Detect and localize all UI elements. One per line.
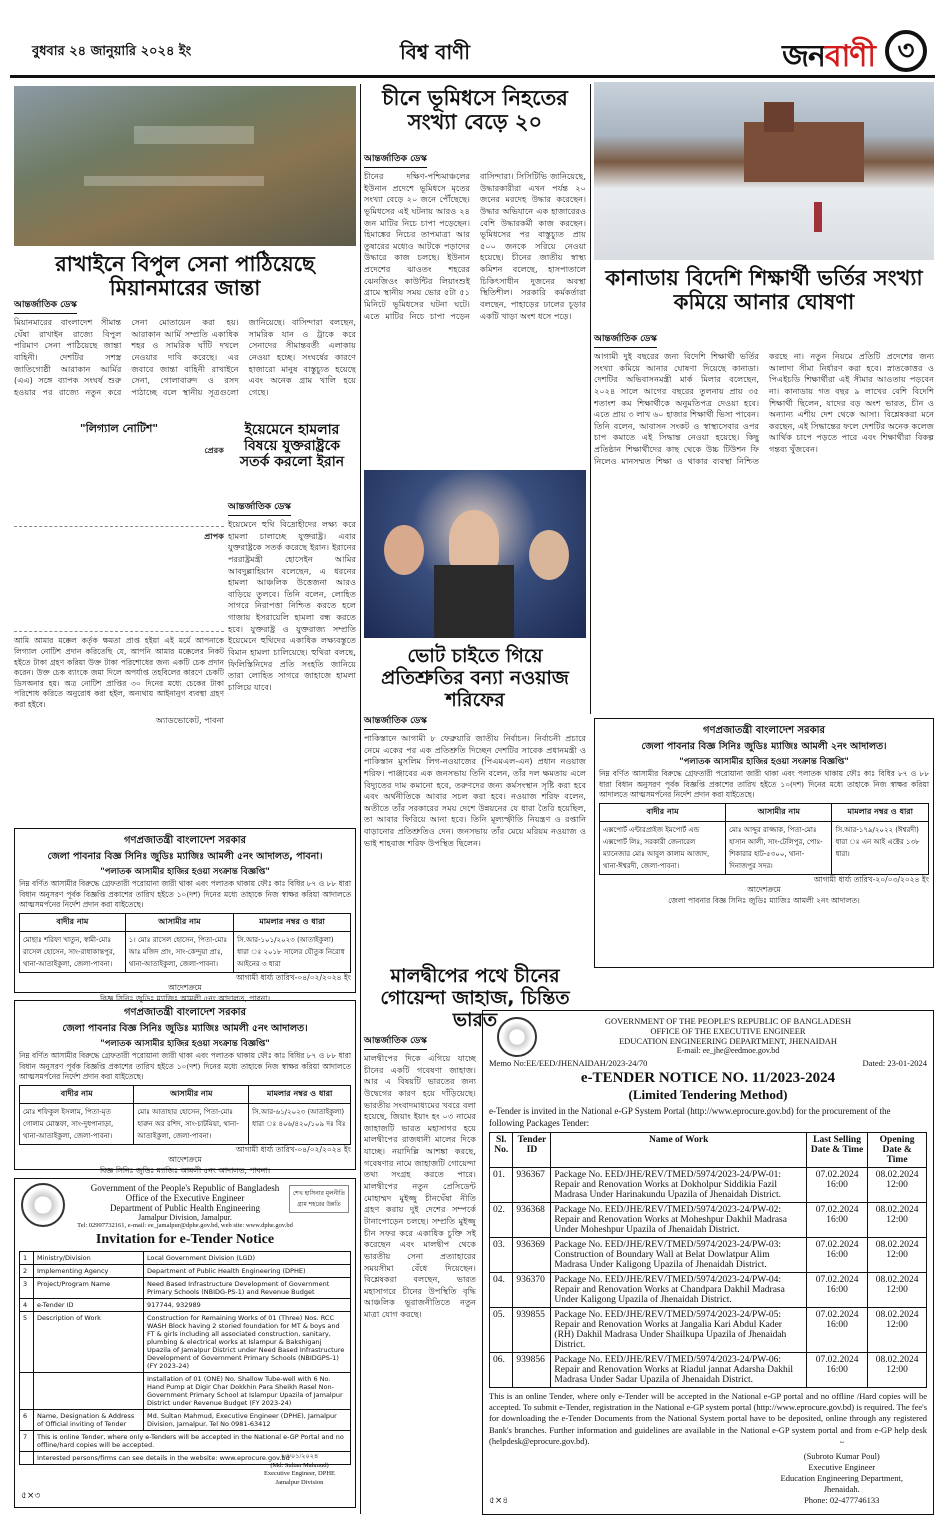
- edu-cell-id: 936370: [513, 1273, 551, 1308]
- dphe-signature-block: [264, 1453, 335, 1487]
- edu-cell-sell: 07.02.2024 16:00: [806, 1353, 867, 1388]
- legal-notice-title: "লিগ্যাল নোটিশ": [79, 422, 159, 435]
- edu-signer-dept: Education Engineering Department,: [780, 1472, 903, 1483]
- canada-body: আগামী দুই বছরের জন্য বিদেশি শিক্ষার্থী ভর্তির সংখ্যা কমিয়ে আনার ঘোষণা দিয়েছে কানাডা। দেশটির অভিবাসনমন্ত্রী মার্ক মিলার বলেছেন, ২০২৪ সালে আগের বছরের তুলনায় প্রায় ৩৫ শতাংশ কম শিক্ষার্থীকে অনুমতিপত্র দেওয়া হবে। এতে প্রায় ৩ লাখ ৬০ হাজার শিক্ষার্থী ভিসা পাবেন। তিনি বলেন, আবাসন সংকট ও স্বাস্থ্যসেবার ওপর চাপ কমাতে এই সিদ্ধান্ত নেওয়া হয়েছে। কিছু প্রতিষ্ঠান শিক্ষার্থীদের কাছ থেকে উচ্চ টিউশন ফি নিলেও মানসম্মত শিক্ষা ও থাকার ব্যবস্থা নিশ্চিত করছে না। নতুন নিয়মে প্রতিটি প্রদেশের জন্য আলাদা সীমা নির্ধারণ করা হবে। স্নাতকোত্তর ও পিএইচডি শিক্ষার্থীরা এই সীমার আওতায় পড়বেন না। কানাডায় গত বছর ৯ লাখের বেশি বিদেশি শিক্ষার্থী ছিলেন, যাদের বড় অংশ ভারত, চীন ও অন্যান্য এশীয় দেশ থেকে আসা। বিশ্লেষকরা মনে করছেন, এই সিদ্ধান্তের ফলে দেশটির অনেক কলেজ আর্থিক চাপে পড়তে পারে এবং শিক্ষার্থীরা বিকল্প গন্তব্য খুঁজবেন।: [594, 351, 934, 466]
- newspaper-logo: [782, 32, 875, 83]
- dphe-table-row: [20, 1373, 351, 1410]
- nawaz-headline: ভোট চাইতে গিয়ে প্রতিশ্রুতির বন্যা নওয়াজ শরিফের: [381, 645, 569, 711]
- dphe-signer-title: Executive Engineer, DPHE: [263, 1470, 335, 1478]
- court2-footer: বিজ্ঞ সিনিঃ জুডিঃ ম্যাজিঃ আমলী ৫নং আদালত, পাবনা।: [99, 1165, 271, 1175]
- edu-cell-open: 08.02.2024 12:00: [868, 1353, 927, 1388]
- court3-accused: মোঃ আব্দুর রাজ্জাক, পিতা-মোঃ হাসান আলী, সাং-টেলিপুর, পোঃ-শিকারার হাট-৫৩০০, থানা-দিনাজপুর সদর।: [726, 821, 832, 874]
- court2-gov: গণপ্রজাতন্ত্রী বাংলাদেশ সরকার: [124, 1007, 246, 1018]
- edu-intro: e-Tender is invited in the National e-GP System Portal (http://www.eprocure.gov.bd) for the procurement of the following Packages Tender:: [489, 1106, 891, 1128]
- dphe-gov: Government of the People's Republic of Bangladesh: [90, 1183, 280, 1193]
- dphe-value: Need Based Infrastructure Development of Government Primary Schools (NBIDG-PS-1) and Revenue Budget: [144, 1278, 351, 1299]
- dphe-sl: 2: [20, 1265, 34, 1278]
- court-notice-2: [14, 1000, 356, 1175]
- dphe-folio: ৫×৩: [21, 1491, 41, 1501]
- edu-table-row: [490, 1203, 927, 1238]
- dphe-sl: [20, 1452, 34, 1465]
- dphe-tender-notice: [14, 1178, 356, 1508]
- dphe-table-row: [20, 1431, 351, 1452]
- court3-court: জেলা পাবনার বিজ্ঞ সিনিঃ জুডিঃ ম্যাজিঃ আমলী ২নং আদালত।: [641, 741, 887, 752]
- dphe-dept: Department of Public Health Engineering: [110, 1203, 260, 1213]
- court1-date: আগামী ধার্য্য তারিখ-০৪/০২/২০২৪ ইং: [235, 972, 351, 982]
- iran-article: [228, 494, 356, 814]
- court3-by-order: আদেশক্রমে: [747, 885, 781, 895]
- signature-icon: ~: [839, 1436, 845, 1447]
- dphe-table-row: [20, 1410, 351, 1431]
- china-body: চীনের দক্ষিণ-পশ্চিমাঞ্চলের ইউনান প্রদেশে ভূমিধসে মৃতের সংখ্যা বেড়ে ২০ জনে পৌঁছেছে। ভূমিধসের এই ঘটনায় আরও ২৪ জন মাটির নিচে চাপা পড়েছেন। হিমাঙ্কের নিচের তাপমাত্রা আর তুষারের মধ্যেও আটকে পড়াদের উদ্ধারে কাজ চলছে। ইউনান প্রদেশের ঝাওতং শহরের ঝেনজিওং কাউন্টির লিয়াংশুই গ্রামে স্থানীয় সময় ভোর ৫টা ৫১ মিনিটে ভূমিধসের ঘটনা ঘটে। এতে মাটির নিচে চাপা পড়েন বাসিন্দারা। সিসিটিভি জানিয়েছে, উদ্ধারকারীরা এখন পর্যন্ত ২০ জনের মরদেহ উদ্ধার করেছেন। উদ্ধার অভিযানে এক হাজারেরও বেশি উদ্ধারকর্মী কাজ করছেন। ভূমিধসের পর বাস্তুচ্যুত প্রায় ৫০০ জনকে সরিয়ে নেওয়া হয়েছে। চীনের জাতীয় স্বাস্থ্য কমিশন বলেছে, হাসপাতালে চিকিৎসাধীন দুজনের অবস্থা স্থিতিশীল। সরকারি কর্মকর্তারা বলছেন, পাহাড়ের ঢালের চূড়ার একটি খাড়া অংশ ধসে পড়ে।: [364, 171, 586, 321]
- legal-notice: [14, 420, 224, 800]
- edu-dept: EDUCATION ENGINEERING DEPARTMENT, JHENAIDAH: [618, 1036, 838, 1046]
- logo-part1: জন: [782, 39, 825, 74]
- maldives-headline: মালদ্বীপের পথে চীনের গোয়েন্দা জাহাজ, চিন্তিত ভারত: [380, 965, 570, 1031]
- dphe-division: Jamalpur Division, Jamalpur.: [138, 1213, 232, 1222]
- edu-signer-place: Jhenaidah.: [823, 1483, 860, 1494]
- edu-cell-open: 08.02.2024 12:00: [868, 1168, 927, 1203]
- dphe-sl: 1: [20, 1252, 34, 1265]
- edu-tender-table: [489, 1132, 927, 1388]
- column-rule: [360, 84, 361, 1514]
- canada-headline: কানাডায় বিদেশি শিক্ষার্থী ভর্তির সংখ্যা কমিয়ে আনার ঘোষণা: [605, 266, 923, 315]
- edu-folio: ৫×৪: [489, 1496, 509, 1506]
- court2-accused: মোঃ আতাহার হোসেন, পিতা-মোঃ হারুন অর রশিদ, সাং-চাটমিয়া, থানা-আতাইকুলা, জেলা-পাবনা।: [134, 1103, 249, 1144]
- edu-col-header: Name of Work: [551, 1133, 807, 1168]
- dphe-sl: 5: [20, 1312, 34, 1373]
- dphe-value: Construction for Remaining Works of 01 (Three) Nos. RCC WASH Block having 2 storied foundation for MT & boys and FT & girls including all associated construction, sanitary, plumbing & electrical works at Islampur & Bakshiganj Upazila of Jamalpur District under Need Based Infrastructure Development of Government Primary Schools (NBIDGPS-1) (FY 2023-24): [144, 1312, 351, 1373]
- china-headline: চীনে ভূমিধসে নিহতের সংখ্যা বেড়ে ২০: [382, 86, 568, 135]
- edu-cell-id: 936368: [513, 1203, 551, 1238]
- legal-notice-sender-block: [14, 457, 224, 527]
- court2-date: আগামী ধার্য্য তারিখ-০৪/০২/২০২৪ ইং: [235, 1144, 351, 1154]
- court3-col-case: মামলার নম্বর ও ধারা: [832, 803, 929, 821]
- edu-cell-sl: 01.: [490, 1168, 513, 1203]
- dphe-side-note: শেখ হাসিনার মূলনীতি গ্রাম শহরের উন্নতি: [289, 1185, 349, 1213]
- court2-case: সি.আর-৬১/২০২৩ (আতাইকুলা) ধারা ঃ ৪০৬/৪২০/১০৯ দঃ বিঃ: [249, 1103, 351, 1144]
- edu-col-header: Opening Date & Time: [868, 1133, 927, 1168]
- nawaz-rally-photo: [364, 470, 586, 638]
- court1-accused: ১। মোঃ রাসেল হোসেন, পিতা-মোঃ আঃ মজিদ প্রাং, সাং-কেন্দুয়া প্রাঃ, থানা-আতাইকুলা, জেলা-পাবনা।: [125, 931, 233, 972]
- edu-signer-name: (Subroto Kumar Poul): [803, 1450, 880, 1461]
- edu-office: OFFICE OF THE EXECUTIVE ENGINEER: [650, 1026, 806, 1036]
- edu-cell-id: 936367: [513, 1168, 551, 1203]
- edu-cell-sell: 07.02.2024 16:00: [806, 1168, 867, 1203]
- court1-col-plaintiff: বাদীর নাম: [20, 913, 126, 931]
- myanmar-photo: [14, 86, 356, 246]
- nawaz-article: [364, 708, 586, 958]
- edu-cell-id: 936369: [513, 1238, 551, 1273]
- edu-cell-sl: 02.: [490, 1203, 513, 1238]
- edu-cell-sl: 06.: [490, 1353, 513, 1388]
- dphe-sl: 7: [20, 1431, 34, 1452]
- government-emblem-icon: [497, 1017, 537, 1057]
- edu-subtitle: (Limited Tendering Method): [628, 1087, 788, 1102]
- court3-date: আগামী ধার্য্য তারিখ-২০/০৩/২০২৪ ইং: [813, 874, 929, 884]
- dphe-label: Description of Work: [34, 1312, 144, 1373]
- dphe-label: e-Tender ID: [34, 1299, 144, 1312]
- edu-cell-open: 08.02.2024 12:00: [868, 1203, 927, 1238]
- dphe-value: 917744, 932989: [144, 1299, 351, 1312]
- edu-cell-open: 08.02.2024 12:00: [868, 1273, 927, 1308]
- court2-plaintiff: মোঃ শফিকুল ইসলাম, পিতা-মৃত গোলাম মোস্তফা, সাং-দুধপানাড়া, থানা-আতাইকুলা, জেলা-পাবনা।: [20, 1103, 134, 1144]
- edu-phone: Phone: 02-477746133: [804, 1494, 880, 1505]
- legal-notice-recipient-label: প্রাপক: [204, 530, 224, 541]
- dphe-label: This is online Tender, where only e-Tenders will be accepted in the National e-GP Portal and no offline/hard copies will be accepted.: [34, 1431, 351, 1452]
- dphe-sl: 3: [20, 1278, 34, 1299]
- iran-dept: আন্তর্জাতিক ডেস্ক: [228, 499, 291, 516]
- dphe-table-row: [20, 1299, 351, 1312]
- canada-photo: [594, 82, 934, 260]
- edu-cell-id: 939856: [513, 1353, 551, 1388]
- edu-cell-sell: 07.02.2024 16:00: [806, 1203, 867, 1238]
- edu-cell-work: Package No. EED/JHE/REV/TMED/5974/2023-24/PW-06: Repair and Renovation Works at Riadul jannat Adarsha Dakhil Madrasa Under Sadar Upazila of Jhenaidah District.: [551, 1353, 807, 1388]
- court-notice-3: [594, 718, 934, 968]
- court1-case: সি.আর-১০১/২০২৩ (আতাইকুলা) ধারা ঃ ২০১৮ সালের যৌতুক নিরোধ আইনের ৩ ধারা: [234, 931, 351, 972]
- edu-table-row: [490, 1238, 927, 1273]
- court3-col-accused: আসামীর নাম: [726, 803, 832, 821]
- legal-notice-closing: অ্যাডভোকেট, পাবনা: [155, 714, 224, 725]
- legal-notice-body: আমি আমার মক্কেল কর্তৃক ক্ষমতা প্রাপ্ত হইয়া এই মর্মে আপনাকে লিগ্যাল নোটিশ প্রদান করিতেছি যে, আপনি আমার মক্কেলের নিকট হইতে টাকা গ্রহণ করিয়া উক্ত টাকা পরিশোধের জন্য একটি চেক প্রদান করেন। উক্ত চেক ব্যাংকে জমা দিলে অপর্যাপ্ত তহবিলের কারণে চেকটি ডিসঅনার হয়। অত্র নোটিশ প্রাপ্তির ৩০ দিনের মধ্যে চেকের টাকা পরিশোধ করিতে অনুরোধ করা হইল, অন্যথায় আইনানুগ ব্যবস্থা গ্রহণ করা হইবে।: [14, 636, 224, 710]
- dphe-label: Implementing Agency: [34, 1265, 144, 1278]
- dphe-table-row: [20, 1265, 351, 1278]
- dphe-label: Name, Designation & Address of Official inviting of Tender: [34, 1410, 144, 1431]
- court3-body: নিম্ন বর্ণিত আসামীর বিরুদ্ধে গ্রেফতারী পরোয়ানা জারী থাকা এবং পলাতক থাকায় ফৌঃ কাঃ বিধির ৮৭ ও ৮৮ ধারা বিধান অনুসরণ পূর্বক বিজ্ঞপ্তি প্রকাশের তারিখ হইতে ১০(দশ) দিনের মধ্যে তাহাকে নিজ স্বাক্ষর করিয়া আদালতে আত্মসমর্পনের নির্দেশ প্রদান করা যাইতেছে।: [599, 769, 929, 800]
- dphe-office: Office of the Executive Engineer: [125, 1193, 245, 1203]
- court1-gov: গণপ্রজাতন্ত্রী বাংলাদেশ সরকার: [124, 835, 246, 846]
- edu-cell-sl: 05.: [490, 1308, 513, 1353]
- court2-body: নিম্ন বর্ণিত আসামীর বিরুদ্ধে গ্রেফতারী পরোয়ানা জারী থাকা এবং পলাতক থাকায় ফৌঃ কাঃ বিধির ৮৭ ও ৮৮ ধারা বিধান অনুসরণ পূর্বক বিজ্ঞপ্তি প্রকাশের তারিখ হইতে ১০(দশ) দিনের মধ্যে তাহাকে নিজ স্বাক্ষর করিয়া আদালতে আত্মসমর্পনের নির্দেশ প্রদান করা যাইতেছে।: [19, 1051, 351, 1082]
- nawaz-dept: আন্তর্জাতিক ডেস্ক: [364, 713, 427, 730]
- court3-sub: "পলাতক আসামীর হাজির হওয়া সংক্রান্ত বিজ্ঞপ্তি": [679, 757, 849, 767]
- maldives-article: [364, 1028, 476, 1513]
- edu-cell-id: 939855: [513, 1308, 551, 1353]
- masthead: [10, 28, 935, 78]
- edu-signer-title: Executive Engineer: [808, 1461, 876, 1472]
- china-dept: আন্তর্জাতিক ডেস্ক: [364, 151, 427, 168]
- edu-cell-work: Package No. EED/JHE/REV/TMED/5974/2023-24/PW-05: Repair and Renovation Works at Jangalia Kari Abdul Kader (RH) Dakhil Madrasa Under Shailkupa Upazila of Jhenaidah District.: [551, 1308, 807, 1353]
- dphe-signer-date: ২৩/০১/২০২৪: [280, 1453, 319, 1461]
- dphe-sl: [20, 1373, 34, 1410]
- edu-cell-sell: 07.02.2024 16:00: [806, 1308, 867, 1353]
- edu-memo-row: [489, 1058, 927, 1068]
- court2-by-order: আদেশক্রমে: [168, 1155, 202, 1165]
- edu-table-row: [490, 1308, 927, 1353]
- iran-headline: ইয়েমেনে হামলার বিষয়ে যুক্তরাষ্ট্রকে সতর্ক করলো ইরান: [239, 422, 345, 471]
- edu-cell-work: Package No. EED/JHE/REV/TMED/5974/2023-24/PW-03: Construction of Boundary Wall at Belat Dowlatpur Alim Madrasa Under Kaligong Upazila of Jhenaidah District.: [551, 1238, 807, 1273]
- edu-cell-sell: 07.02.2024 16:00: [806, 1238, 867, 1273]
- dphe-value: Department of Public Health Engineering (DPHE): [144, 1265, 351, 1278]
- court1-plaintiff: মোছাঃ শরিফা খাতুন, স্বামী-মোঃ রাসেল হোসেন, সাং-রাধাকান্তপুর, থানা-আতাইকুলা, জেলা-পাবনা।: [20, 931, 126, 972]
- myanmar-headline: রাখাইনে বিপুল সেনা পাঠিয়েছে মিয়ানমারের জান্তা: [55, 252, 315, 301]
- dphe-label: Ministry/Division: [34, 1252, 144, 1265]
- court2-col-accused: আসামীর নাম: [134, 1085, 249, 1103]
- dphe-signer-name: (Md. Sultan Mahmud): [270, 1461, 329, 1469]
- edu-cell-sl: 04.: [490, 1273, 513, 1308]
- dphe-contact: Tel: 02997732161, e-mail: ee_jamalpur@dphe.gov.bd, web site: www.dphe.gov.bd: [77, 1222, 293, 1229]
- dphe-value: Md. Sultan Mahmud, Executive Engineer (DPHE), Jamalpur Division, Jamalpur. Tel No 0981-63412: [144, 1410, 351, 1431]
- legal-notice-recipient-block: [14, 542, 224, 632]
- court2-sub: "পলাতক আসামীর হাজির হওয়া সংক্রান্ত বিজ্ঞপ্তি": [100, 1039, 270, 1049]
- court3-plaintiff: এক্সপোর্ট এন্টারপ্রাইজ ইমপোর্ট এন্ড এক্সপোর্ট লিঃ, সরকারী জেনারেল ম্যানেজার মোঃ আবুল কালাম আজাদ, থানা-ঈশ্বরদী, জেলা-পাবনা।: [600, 821, 726, 874]
- edu-dated: Dated: 23-01-2024: [862, 1058, 927, 1068]
- edu-signature-block: [781, 1437, 904, 1506]
- dphe-value: Installation of 01 (ONE) No. Shallow Tube-well with 6 No. Hand Pump at Digir Char Dokkhin Para Sheikh Rasel Non-Government Primary School at Islampur Upazila of Jamalpur District under Revenue Budget (FY 2023-24): [144, 1373, 351, 1410]
- edu-col-header: Sl. No.: [490, 1133, 513, 1168]
- column-rule: [590, 84, 591, 714]
- court1-body: নিম্ন বর্ণিত আসামীর বিরুদ্ধে গ্রেফতারী পরোয়ানা জারী থাকা এবং পলাতক থাকায় ফৌঃ কাঃ বিধির ৮৭ ও ৮৮ ধারা বিধান অনুসরণ পূর্বক বিজ্ঞপ্তি প্রকাশের তারিখ হইতে ১০(দশ) দিনের মধ্যে তাহাকে নিজ স্বাক্ষর করিয়া আদালতে আত্মসমর্পনের নির্দেশ প্রদান করা যাইতেছে।: [19, 879, 351, 910]
- dphe-sl: 6: [20, 1410, 34, 1431]
- court2-col-plaintiff: বাদীর নাম: [20, 1085, 134, 1103]
- myanmar-body: মিয়ানমারের বাংলাদেশ সীমান্ত ঘেঁষা রাখাইন রাজ্যে বিপুল পরিমাণ সেনা পাঠিয়েছে জান্তা বাহিনী। দেশটির সশস্ত্র জাতিগোষ্ঠী আরাকান আর্মির (এএ) সঙ্গে ব্যাপক সংঘর্ষ শুরু হওয়ার পর রাজ্যে নতুন করে সেনা মোতায়েন করা হয়। আরাকান আর্মি সম্প্রতি একাধিক শহর ও সামরিক ঘাঁটি দখলে নেওয়ার দাবি করেছে। এর জবাবে জান্তা বাহিনী রাখাইনে সেনা, গোলাবারুদ ও রসদ পাঠাচ্ছে বলে স্থানীয় সূত্রগুলো জানিয়েছে। বাসিন্দারা বলছেন, সামরিক যান ও ট্রাকে করে সেনাদের সীমান্তবর্তী এলাকায় নেওয়া হচ্ছে। সংঘর্ষের কারণে হাজারো মানুষ বাস্তুচ্যুত হয়েছে এবং অনেক গ্রাম খালি হয়ে গেছে।: [14, 317, 356, 397]
- iran-body: ইয়েমেনে হুথি বিদ্রোহীদের লক্ষ্য করে হামলা চালাচ্ছে যুক্তরাষ্ট্র। এবার যুক্তরাষ্ট্রকে সতর্ক করেছে ইরান। ইরানের পররাষ্ট্রমন্ত্রী হোসেইন আমির আবদুল্লাহিয়ান বলেছেন, এ ধরনের হামলা আঞ্চলিক উত্তেজনা আরও বাড়িয়ে তুলবে। তিনি বলেন, লোহিত সাগরে নিরাপত্তা নিশ্চিত করতে হলে গাজায় ইসরায়েলি হামলা বন্ধ করতে হবে। যুক্তরাষ্ট্র ও যুক্তরাজ্য সম্প্রতি ইয়েমেনে হুথিদের একাধিক লক্ষ্যবস্তুতে বিমান হামলা চালিয়েছে। হুথিরা বলছে, ফিলিস্তিনিদের প্রতি সংহতি জানিয়ে তারা লোহিত সাগরে জাহাজে হামলা চালিয়ে যাবে।: [228, 519, 356, 692]
- dphe-table-row: [20, 1252, 351, 1265]
- court3-col-plaintiff: বাদীর নাম: [600, 803, 726, 821]
- court1-by-order: আদেশক্রমে: [168, 983, 202, 993]
- edu-cell-work: Package No. EED/JHE/REV/TMED/5974/2023-24/PW-02: Repair and Renovation Works at Moheshpur Dakhil Madrasa Under Moheshpur Upazila of Jhenaidah District.: [551, 1203, 807, 1238]
- court1-footer: বিজ্ঞ সিনিঃ জুডিঃ ম্যাজিঃ আমলী ৫নং আদালত, পাবনা।: [99, 993, 271, 1003]
- edu-col-header: Last Selling Date & Time: [806, 1133, 867, 1168]
- edu-cell-open: 08.02.2024 12:00: [868, 1308, 927, 1353]
- edu-table-row: [490, 1353, 927, 1388]
- dphe-label: Interested persons/firms can see details in the website: www.eprocure.gov.bd: [34, 1452, 351, 1465]
- myanmar-article: [14, 292, 356, 412]
- court1-court: জেলা পাবনার বিজ্ঞ সিনিঃ জুডিঃ ম্যাজিঃ আমলী ৫নং আদালত, পাবনা।: [47, 851, 323, 862]
- page-number: ৩: [885, 30, 927, 72]
- nawaz-body: পাকিস্তানে আগামী ৮ ফেব্রুয়ারি জাতীয় নির্বাচন। নির্বাচনী প্রচারে নেমে একের পর এক প্রতিশ্রুতি দিচ্ছেন দেশটির সাবেক প্রধানমন্ত্রী ও পাকিস্তান মুসলিম লিগ-নওয়াজের (পিএমএল-এন) প্রধান নওয়াজ শরিফ। পাঞ্জাবের এক জনসভায় তিনি বলেন, তাঁর দল ক্ষমতায় এলে বিদ্যুতের দাম কমানো হবে, তরুণদের জন্য কর্মসংস্থান সৃষ্টি করা হবে এবং অর্থনীতিকে আবার সচল করা হবে। নওয়াজ শরিফ বলেন, অতীতে তাঁর সরকারের সময় দেশে উন্নয়নের যে ধারা তৈরি হয়েছিল, তা আবার ফিরিয়ে আনা হবে। তিনি মূল্যস্ফীতি নিয়ন্ত্রণ ও রপ্তানি বাড়ানোর প্রতিশ্রুতিও দেন। জনসভায় তাঁর মেয়ে মরিয়ম নওয়াজ ও ভাই শাহবাজ শরিফ উপস্থিত ছিলেন।: [364, 733, 586, 848]
- court3-footer: জেলা পাবনার বিজ্ঞ সিনিঃ জুডিঃ ম্যাজিঃ আমলী ২নং আদালত।: [668, 895, 860, 905]
- edu-table-row: [490, 1168, 927, 1203]
- edu-table-row: [490, 1273, 927, 1308]
- edu-footer: This is an online Tender, where only e-Tender will be accepted in the National e-GP portal and no offline /Hard copies will be accepted. To submit e-Tender, registration in the National e-GP system portal (http://www.eprocure.gov.bd) is required. The fee's for downloading the e-Tender Documents from the National System portal have to be deposited, online through any registered Bank's branches. Further information and guidelines are available in the National e-GP system portal and from e-GP help desk (helpdesk@eprocure.gov.bd).: [489, 1391, 928, 1446]
- court1-col-case: মামলার নম্বর ও ধারা: [234, 913, 351, 931]
- court2-court: জেলা পাবনার বিজ্ঞ সিনিঃ জুডিঃ ম্যাজিঃ আমলী ৫নং আদালত।: [62, 1023, 308, 1034]
- edu-title: e-TENDER NOTICE NO. 11/2023-2024: [580, 1070, 836, 1086]
- section-title: বিশ্ব বাণী: [400, 40, 470, 64]
- maldives-body: মালদ্বীপের দিকে এগিয়ে যাচ্ছে চীনের একটি গবেষণা জাহাজ। আর এ বিষয়টি ভারতের জন্য উদ্বেগের কারণ হয়ে দাঁড়িয়েছে। ভারতীয় সংবাদমাধ্যমের খবরে বলা হয়েছে, জিয়াং ইয়াং হং ০৩ নামের জাহাজটি ভারত মহাসাগর হয়ে মালদ্বীপের রাজধানী মালের দিকে যাচ্ছে। নয়াদিল্লি আশঙ্কা করছে, গবেষণার নামে জাহাজটি গোয়েন্দা তথ্য সংগ্রহ করতে পারে। মালদ্বীপের নতুন প্রেসিডেন্ট মোহাম্মদ মুইজ্জু চীনঘেঁষা নীতি গ্রহণ করায় দুই দেশের সম্পর্কে টানাপোড়েন চলছে। সম্প্রতি মুইজ্জু চীন সফর করে একাধিক চুক্তি সই করেছেন এবং মালদ্বীপ থেকে ভারতীয় সেনা প্রত্যাহারের সময়সীমা বেঁধে দিয়েছেন। বিশ্লেষকরা বলছেন, ভারত মহাসাগরে চীনের উপস্থিতি বৃদ্ধি আঞ্চলিক ভূরাজনীতিতে নতুন মাত্রা যোগ করছে।: [364, 1053, 476, 1320]
- edu-gov: GOVERNMENT OF THE PEOPLE'S REPUBLIC OF BANGLADESH: [604, 1016, 852, 1026]
- dphe-title: Invitation for e-Tender Notice: [95, 1232, 275, 1247]
- canada-article: [594, 326, 934, 710]
- edu-cell-work: Package No. EED/JHE/REV/TMED/5974/2023-24/PW-01: Repair and Renovation Works at Dokholpur Siddikia Fazil Madrasa Under Harinakundu Upazila of Jhenaidah District.: [551, 1168, 807, 1203]
- court1-table: [19, 913, 351, 973]
- dphe-label: Project/Program Name: [34, 1278, 144, 1299]
- court3-case: সি.আর-১৭৯/২০২২ (ঈশ্বরদী) ধারা ঃ এন আই এক্টের ১৩৮ ধারা।: [832, 821, 929, 874]
- court2-table: [19, 1085, 351, 1145]
- court1-sub: "পলাতক আসামীর হাজির হওয়া সংক্রান্ত বিজ্ঞপ্তি": [100, 867, 270, 877]
- court3-gov: গণপ্রজাতন্ত্রী বাংলাদেশ সরকার: [703, 725, 825, 736]
- dphe-table-row: [20, 1278, 351, 1299]
- edu-cell-work: Package No. EED/JHE/REV/TMED/5974/2023-24/PW-04: Repair and Renovation Works at Chandpara Dakhil Madrasa Under Kaligong Upazila of Jhenaidah District.: [551, 1273, 807, 1308]
- issue-date: বুধবার ২৪ জানুয়ারি ২০২৪ ইং: [32, 44, 192, 59]
- dphe-sl: 4: [20, 1299, 34, 1312]
- logo-part2: বাণী: [824, 39, 875, 74]
- dphe-table-row: [20, 1312, 351, 1373]
- edu-col-header: Tender ID: [513, 1133, 551, 1168]
- edu-tender-notice: [482, 1010, 934, 1515]
- canada-dept: আন্তর্জাতিক ডেস্ক: [594, 331, 657, 348]
- government-emblem-icon: [21, 1183, 65, 1227]
- edu-memo: Memo No:EE/EED/JHENAIDAH/2023-24/70: [489, 1058, 648, 1068]
- edu-cell-sell: 07.02.2024 16:00: [806, 1273, 867, 1308]
- dphe-value: Local Government Division (LGD): [144, 1252, 351, 1265]
- maldives-dept: আন্তর্জাতিক ডেস্ক: [364, 1033, 427, 1050]
- edu-cell-open: 08.02.2024 12:00: [868, 1238, 927, 1273]
- china-article: [364, 146, 586, 462]
- dphe-signer-office: Jamalpur Division: [275, 1478, 324, 1486]
- dphe-label: [34, 1373, 144, 1410]
- court1-col-accused: আসামীর নাম: [125, 913, 233, 931]
- edu-email: E-mail: ee_jhe@eedmoe.gov.bd: [676, 1046, 780, 1055]
- myanmar-dept: আন্তর্জাতিক ডেস্ক: [14, 297, 77, 314]
- court2-col-case: মামলার নম্বর ও ধারা: [249, 1085, 351, 1103]
- edu-cell-sl: 03.: [490, 1238, 513, 1273]
- legal-notice-sender-label: প্রেরক: [204, 445, 224, 455]
- dphe-table: [19, 1251, 351, 1465]
- court3-table: [599, 803, 929, 875]
- court-notice-1: [14, 828, 356, 1003]
